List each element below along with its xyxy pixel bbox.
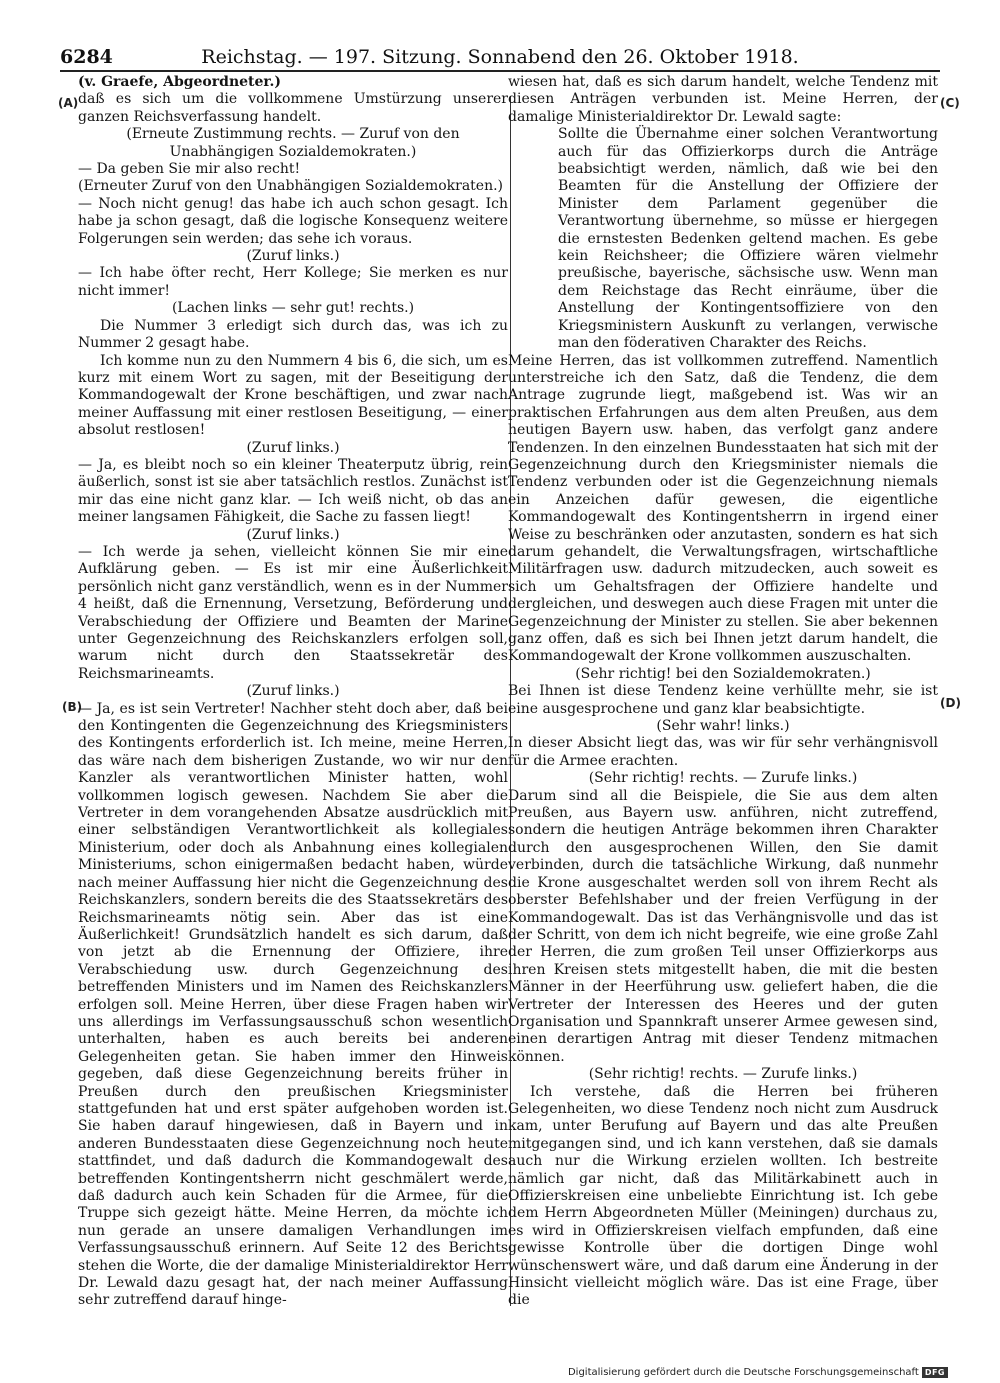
paragraph: — Da geben Sie mir also recht!	[78, 161, 301, 178]
interjection: (Sehr richtig! rechts. — Zurufe links.)	[588, 770, 858, 787]
footer-text: Digitalisierung gefördert durch die Deutsche Forschungsgemeinschaft	[567, 1367, 919, 1378]
paragraph: In dieser Absicht liegt das, was wir für sehr verhängnisvoll für die Armee erachten.	[508, 735, 938, 769]
paragraph: Die Nummer 3 erledigt sich durch das, was ich zu Nummer 2 gesagt habe.	[78, 317, 508, 352]
paragraph: Sollte die Übernahme einer solchen Verantwortung auch für das Offizierkorps durch die Anträge beabsichtigt werden, nämlich, daß wie bei den Beamten für die Anstellung der Offiziere der Minister dem Parlament gegenüber die Verantwortung übernehme, so müsse er hiergegen die ernstesten Bedenken geltend machen. Es gebe kein Reichsheer; die Offiziere wären vielmehr preußische, bayerische, sächsische usw. Wenn man dem Reichstage das Recht einräume, über die Anstellung der Kontingentsoffiziere von den Kriegsministern Auskunft zu verlangen, verwische man den föderativen Charakter des Reichs.	[558, 126, 938, 352]
page-title: Reichstag. — 197. Sitzung. Sonnabend den 26. Oktober 1918.	[201, 46, 799, 68]
paragraph: Meine Herren, das ist vollkommen zutreffend. Namentlich unterstreiche ich den Satz, daß die Tendenz, die dem Antrage zugrunde liegt, maßgebend ist. Was wir an praktischen Erfahrungen aus dem alten Preußen, aus dem heutigen Bayern usw. haben, das verfolgt ganz andere Tendenzen. In den einzelnen Bundesstaaten hat sich mit der Gegenzeichnung durch den Kriegsminister niemals die Tendenz verbunden oder ist die Gegenzeichnung niemals ein Anzeichen dafür gewesen, die eigentliche Kommandogewalt des Kontingentsherrn in irgend einer Weise zu beschränken oder anzutasten, sondern es hat sich darum gehandelt, die Verwaltungsfragen, wirtschaftliche Militärfragen usw. dadurch mitzudecken, auch soweit es sich um Gehaltsfragen der Offiziere handelte und dergleichen, und deswegen auch diese Fragen mit unter die Gegenzeichnung der Minister zu stellen. Sie aber bekennen ganz offen, daß es sich bei Ihnen jetzt darum handelt, die Kommandogewalt der Krone vollkommen auszuschalten.	[508, 352, 938, 665]
paragraph: — Ja, es bleibt noch so ein kleiner Theaterputz übrig, rein äußerlich, sonst ist sie aber tatsächlich restlos. Zunächst ist mir das eine nicht ganz klar. — Ich weiß nicht, ob das an meiner langsamen Fähigkeit, die Sache zu fassen liegt!	[78, 456, 508, 526]
paragraph: — Ja, es ist sein Vertreter! Nachher steht doch aber, daß bei den Kontingenten die Gegenzeichnung des Kriegsministers des Kontingents erforderlich ist. Ich meine, meine Herren, das wäre nach dem bisherigen Zustande, wo wir nur den Kanzler als verantwortlichen Minister hatten, wohl vollkommen logisch gewesen. Nachdem Sie aber die Vertreter in dem vorangehenden Absatze ausdrücklich mit einer selbständigen Verantwortlichkeit als kollegiales Ministerium, oder doch als Anbahnung eines kollegialen Ministeriums, schon einigermaßen bedacht haben, würde nach meiner Auffassung hier nicht die Gegenzeichnung des Reichskanzlers, sondern bereits die des Staatssekretärs des Reichsmarineamts nötig sein. Aber das ist eine Äußerlichkeit! Grundsätzlich handelt es sich darum, daß von jetzt ab die Ernennung der Offiziere, ihre Verabschiedung usw. durch Gegenzeichnung des betreffenden Ministers und im Namen des Reichskanzlers erfolgen soll. Meine Herren, über diese Fragen haben wir uns allerdings im Verfassungsausschuß schon wesentlich unterhalten, haben es auch bereits bei anderen Gelegenheiten getan. Sie haben immer den Hinweis gegeben, daß diese Gegenzeichnung bereits früher in Preußen durch den preußischen Kriegsminister stattgefunden hat und erst später aufgehoben worden ist. Sie haben darauf hingewiesen, daß in Bayern und in anderen Bundesstaaten diese Gegenzeichnung noch heute stattfindet, und daß dadurch die Kommandogewalt des betreffenden Kontingentsherrn nicht geschmälert werde, daß dadurch auch kein Schaden für die Armee, für die Truppe sich gezeigt hätte. Meine Herren, da möchte ich nun gerade an unsere damaligen Verhandlungen im Verfassungsausschuß erinnern. Auf Seite 12 des Berichts stehen die Worte, die der damalige Ministerialdirektor Herr Dr. Lewald dazu gesagt hat, der nach meiner Auffassung sehr zutreffend darauf hinge-	[78, 700, 508, 1309]
paragraph: — Noch nicht genug! das habe ich auch schon gesagt. Ich habe ja schon gesagt, daß die logische Konsequenz weitere Folgerungen sein werden; das sehe ich voraus.	[78, 195, 508, 247]
paragraph: Ich komme nun zu den Nummern 4 bis 6, die sich, um es kurz mit einem Wort zu sagen, mit der Beseitigung der Kommandogewalt der Krone beschäftigen, und zwar nach meiner Auffassung mit einer restlosen Beseitigung, — einer absolut restlosen!	[78, 352, 508, 439]
interjection: (Sehr richtig! bei den Sozialdemokraten.)	[575, 665, 871, 682]
interjection: (Sehr richtig! rechts. — Zurufe links.)	[588, 1066, 858, 1083]
paragraph: — Ich habe öfter recht, Herr Kollege; Sie merken es nur nicht immer!	[78, 265, 508, 299]
paragraph: Ich verstehe, daß die Herren bei früheren Gelegenheiten, wo diese Tendenz noch nicht zum Ausdruck kam, unter Berufung auf Bayern und das alte Preußen mitgegangen sind, und ich kann verstehen, daß sie damals auch nur die Wirkung erzielen wollten. Ich bestreite nämlich gar nicht, daß das Militärkabinett auch in Offizierskreisen eine unbeliebte Einrichtung ist. Ich gebe dem Herrn Abgeordneten Müller (Meiningen) durchaus zu, es wird in Offizierskreisen vielfach empfunden, daß eine gewisse Kontrolle über die dortigen Dinge wohl wünschenswert wäre, und daß darum eine Änderung in der Hinsicht vielleicht möglich wäre. Das ist eine Frage, über die	[508, 1083, 938, 1309]
margin-marker-d: (D)	[940, 696, 961, 710]
speaker-line: (v. Graefe, Abgeordneter.)	[78, 74, 281, 90]
paragraph: Bei Ihnen ist diese Tendenz keine verhüllte mehr, sie ist eine ausgesprochene und ganz klar beabsichtigte.	[508, 683, 938, 717]
margin-marker-b: (B)	[62, 700, 83, 714]
paragraph: wiesen hat, daß es sich darum handelt, welche Tendenz mit diesen Anträgen verbunden ist. Meine Herren, der damalige Ministerialdirektor Dr. Lewald sagte:	[508, 74, 938, 125]
interjection: (Zuruf links.)	[246, 439, 340, 456]
page-header	[60, 44, 940, 70]
paragraph: — Ich werde ja sehen, vielleicht können Sie mir eine Aufklärung geben. — Es ist mir eine Äußerlichkeit persönlich nicht ganz verständlich, wenn es in der Nummer 4 heißt, daß die Ernennung, Versetzung, Beförderung und Verabschiedung der Offiziere und Beamten der Marine unter Gegenzeichnung des Reichskanzlers erfolgen soll, warum nicht durch den Staatssekretär des Reichsmarineamts.	[78, 543, 508, 682]
footer-credit	[568, 1367, 948, 1378]
right-column	[508, 74, 938, 1314]
paragraph: Darum sind all die Beispiele, die Sie aus dem alten Preußen, aus Bayern usw. anführen, nicht zutreffend, sondern die heutigen Anträge bekommen ihren Charakter durch den ausgesprochenen Willen, den Sie damit verbinden, durch die tatsächliche Wirkung, daß nunmehr die Krone ausgeschaltet werden soll von ihrem Recht als oberster Befehlshaber und der freien Verfügung in der Kommandogewalt. Das ist das Verhängnisvolle und das ist der Schritt, von dem ich nicht begreife, wie eine große Zahl der Herren, die zum großen Teil unser Offizierkorps aus ihren Kreisen stets mitgestellt haben, die mit die besten Männer in der Heerführung usw. geliefert haben, die die Vertreter der Interessen des Heeres und der guten Organisation und Spannkraft unserer Armee gewesen sind, einen derartigen Antrag mit dieser Tendenz mitmachen können.	[508, 787, 938, 1065]
paragraph: (Erneuter Zuruf von den Unabhängigen Sozialdemokraten.)	[78, 178, 504, 195]
interjection: (Zuruf links.)	[246, 683, 340, 700]
paragraph: daß es sich um die vollkommene Umstürzung unserer ganzen Reichsverfassung handelt.	[78, 91, 508, 125]
left-column	[78, 74, 508, 1314]
margin-marker-a: (A)	[58, 96, 79, 110]
interjection: (Erneute Zustimmung rechts. — Zuruf von den Unabhängigen Sozialdemokraten.)	[126, 126, 460, 160]
interjection: (Sehr wahr! links.)	[656, 718, 790, 735]
interjection: (Zuruf links.)	[246, 248, 340, 265]
dfg-logo: DFG	[922, 1367, 948, 1378]
margin-marker-c: (C)	[940, 96, 960, 110]
page-number: 6284	[60, 46, 113, 68]
interjection: (Zuruf links.)	[246, 526, 340, 543]
interjection: (Lachen links — sehr gut! rechts.)	[171, 300, 415, 317]
header-rule	[60, 70, 940, 72]
